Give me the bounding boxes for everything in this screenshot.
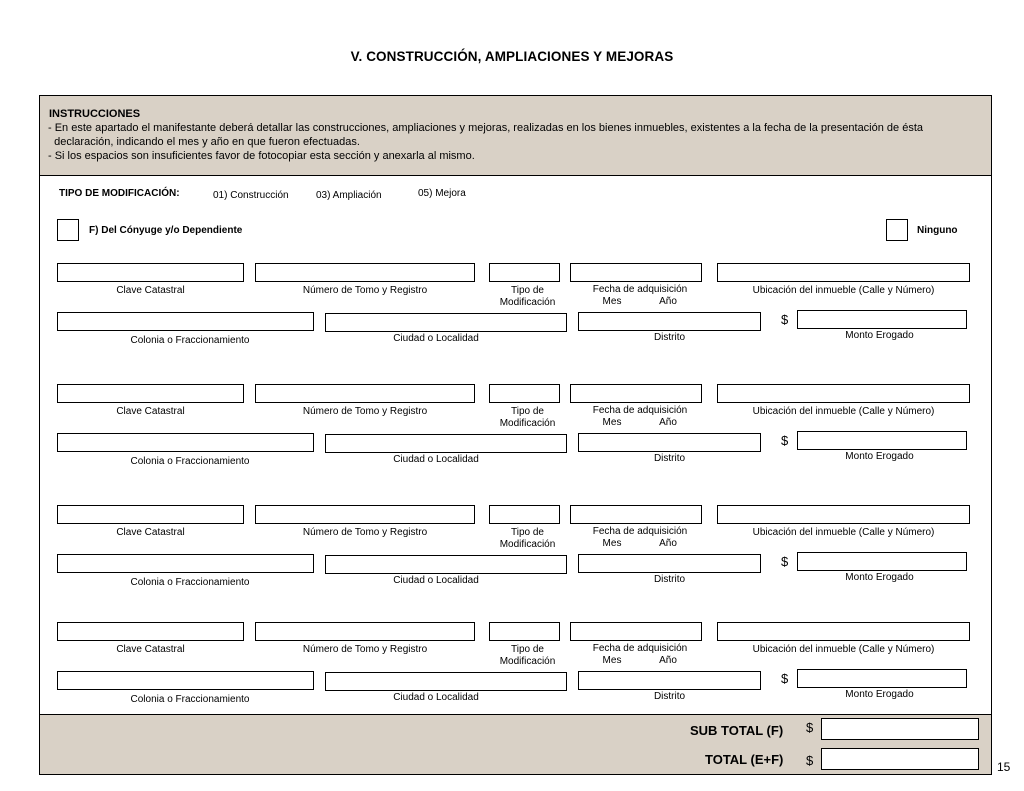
fecha-adquisicion-label: Fecha de adquisición [592, 405, 688, 416]
fecha-adquisicion-label: Fecha de adquisición [592, 284, 688, 295]
anio-label: Año [659, 655, 677, 666]
ciudad-field[interactable] [325, 555, 567, 574]
tipo-modificacion-field[interactable] [489, 263, 560, 282]
ninguno-label: Ninguno [917, 225, 958, 236]
clave-catastral-field[interactable] [57, 622, 244, 641]
tipo-option-mejora: 05) Mejora [418, 188, 466, 199]
fecha-adquisicion-field[interactable] [570, 505, 702, 524]
monto-field[interactable] [797, 431, 967, 450]
monto-label: Monto Erogado [845, 330, 914, 341]
monto-label: Monto Erogado [845, 572, 914, 583]
tipo-label-line2: Modificación [499, 656, 556, 667]
instruction-line-3: - Si los espacios son insuficientes favor de fotocopiar esta sección y anexarla al mismo. [48, 150, 475, 162]
ubicacion-field[interactable] [717, 622, 970, 641]
colonia-label: Colonia o Fraccionamiento [130, 577, 250, 588]
clave-catastral-field[interactable] [57, 505, 244, 524]
clave-catastral-field[interactable] [57, 384, 244, 403]
tipo-label-line1: Tipo de [511, 644, 544, 655]
ciudad-field[interactable] [325, 434, 567, 453]
monto-label: Monto Erogado [845, 451, 914, 462]
page-number: 15 [997, 760, 1011, 774]
tipo-label-line2: Modificación [499, 418, 556, 429]
mes-label: Mes [602, 417, 622, 428]
distrito-label: Distrito [653, 453, 686, 464]
ubicacion-field[interactable] [717, 263, 970, 282]
instruction-line-1: - En este apartado el manifestante deberá detallar las construcciones, ampliaciones y mejoras, realizadas en los bienes inmuebles, existentes a la fecha de la presentación de ésta [48, 122, 924, 134]
distrito-field[interactable] [578, 433, 761, 452]
ubicacion-label: Ubicación del inmueble (Calle y Número) [752, 285, 935, 296]
subtotal-label: SUB TOTAL (F) [690, 723, 784, 738]
tomo-registro-label: Número de Tomo y Registro [302, 285, 428, 296]
tipo-modificacion-field[interactable] [489, 505, 560, 524]
ubicacion-field[interactable] [717, 384, 970, 403]
ciudad-field[interactable] [325, 672, 567, 691]
mes-label: Mes [602, 538, 622, 549]
clave-catastral-label: Clave Catastral [116, 406, 185, 417]
anio-label: Año [659, 296, 677, 307]
colonia-field[interactable] [57, 433, 314, 452]
fecha-adquisicion-field[interactable] [570, 622, 702, 641]
colonia-field[interactable] [57, 671, 314, 690]
clave-catastral-field[interactable] [57, 263, 244, 282]
subtotal-currency: $ [806, 720, 814, 735]
tipo-modificacion-field[interactable] [489, 384, 560, 403]
total-label: TOTAL (E+F) [705, 752, 784, 767]
tipo-label-line1: Tipo de [511, 406, 544, 417]
distrito-label: Distrito [653, 574, 686, 585]
conyuge-label: F) Del Cónyuge y/o Dependiente [89, 225, 243, 236]
monto-field[interactable] [797, 552, 967, 571]
colonia-field[interactable] [57, 554, 314, 573]
ciudad-label: Ciudad o Localidad [393, 333, 479, 344]
tomo-registro-field[interactable] [255, 622, 475, 641]
conyuge-checkbox[interactable] [57, 219, 79, 241]
colonia-label: Colonia o Fraccionamiento [130, 456, 250, 467]
tipo-option-construccion: 01) Construcción [213, 190, 289, 201]
tipo-label-line2: Modificación [499, 539, 556, 550]
anio-label: Año [659, 417, 677, 428]
ubicacion-label: Ubicación del inmueble (Calle y Número) [752, 406, 935, 417]
colonia-label: Colonia o Fraccionamiento [130, 335, 250, 346]
distrito-field[interactable] [578, 312, 761, 331]
tipo-option-ampliacion: 03) Ampliación [316, 190, 382, 201]
total-currency: $ [806, 753, 814, 768]
ciudad-field[interactable] [325, 313, 567, 332]
ubicacion-field[interactable] [717, 505, 970, 524]
clave-catastral-label: Clave Catastral [116, 527, 185, 538]
distrito-field[interactable] [578, 671, 761, 690]
instruction-line-2: declaración, indicando el mes y año en que fueron efectuadas. [48, 136, 360, 148]
fecha-adquisicion-label: Fecha de adquisición [592, 643, 688, 654]
ciudad-label: Ciudad o Localidad [393, 692, 479, 703]
anio-label: Año [659, 538, 677, 549]
monto-currency: $ [781, 312, 789, 327]
tipo-modificacion-field[interactable] [489, 622, 560, 641]
mes-label: Mes [602, 296, 622, 307]
monto-currency: $ [781, 554, 789, 569]
tipo-label-line1: Tipo de [511, 527, 544, 538]
clave-catastral-label: Clave Catastral [116, 285, 185, 296]
ciudad-label: Ciudad o Localidad [393, 575, 479, 586]
tipo-label-line2: Modificación [499, 297, 556, 308]
ninguno-checkbox[interactable] [886, 219, 908, 241]
tipo-label-line1: Tipo de [511, 285, 544, 296]
fecha-adquisicion-field[interactable] [570, 384, 702, 403]
distrito-label: Distrito [653, 332, 686, 343]
instructions-heading: INSTRUCCIONES [49, 108, 141, 120]
tomo-registro-field[interactable] [255, 505, 475, 524]
distrito-field[interactable] [578, 554, 761, 573]
tipo-modificacion-label: TIPO DE MODIFICACIÓN: [59, 188, 180, 199]
tomo-registro-label: Número de Tomo y Registro [302, 644, 428, 655]
ciudad-label: Ciudad o Localidad [393, 454, 479, 465]
colonia-field[interactable] [57, 312, 314, 331]
fecha-adquisicion-field[interactable] [570, 263, 702, 282]
tomo-registro-field[interactable] [255, 263, 475, 282]
ubicacion-label: Ubicación del inmueble (Calle y Número) [752, 644, 935, 655]
subtotal-field[interactable] [821, 718, 979, 740]
tomo-registro-label: Número de Tomo y Registro [302, 406, 428, 417]
mes-label: Mes [602, 655, 622, 666]
ubicacion-label: Ubicación del inmueble (Calle y Número) [752, 527, 935, 538]
colonia-label: Colonia o Fraccionamiento [130, 694, 250, 705]
clave-catastral-label: Clave Catastral [116, 644, 185, 655]
distrito-label: Distrito [653, 691, 686, 702]
fecha-adquisicion-label: Fecha de adquisición [592, 526, 688, 537]
page-title: V. CONSTRUCCIÓN, AMPLIACIONES Y MEJORAS [350, 49, 674, 64]
monto-field[interactable] [797, 310, 967, 329]
tomo-registro-field[interactable] [255, 384, 475, 403]
monto-field[interactable] [797, 669, 967, 688]
monto-label: Monto Erogado [845, 689, 914, 700]
total-field[interactable] [821, 748, 979, 770]
monto-currency: $ [781, 671, 789, 686]
tomo-registro-label: Número de Tomo y Registro [302, 527, 428, 538]
monto-currency: $ [781, 433, 789, 448]
